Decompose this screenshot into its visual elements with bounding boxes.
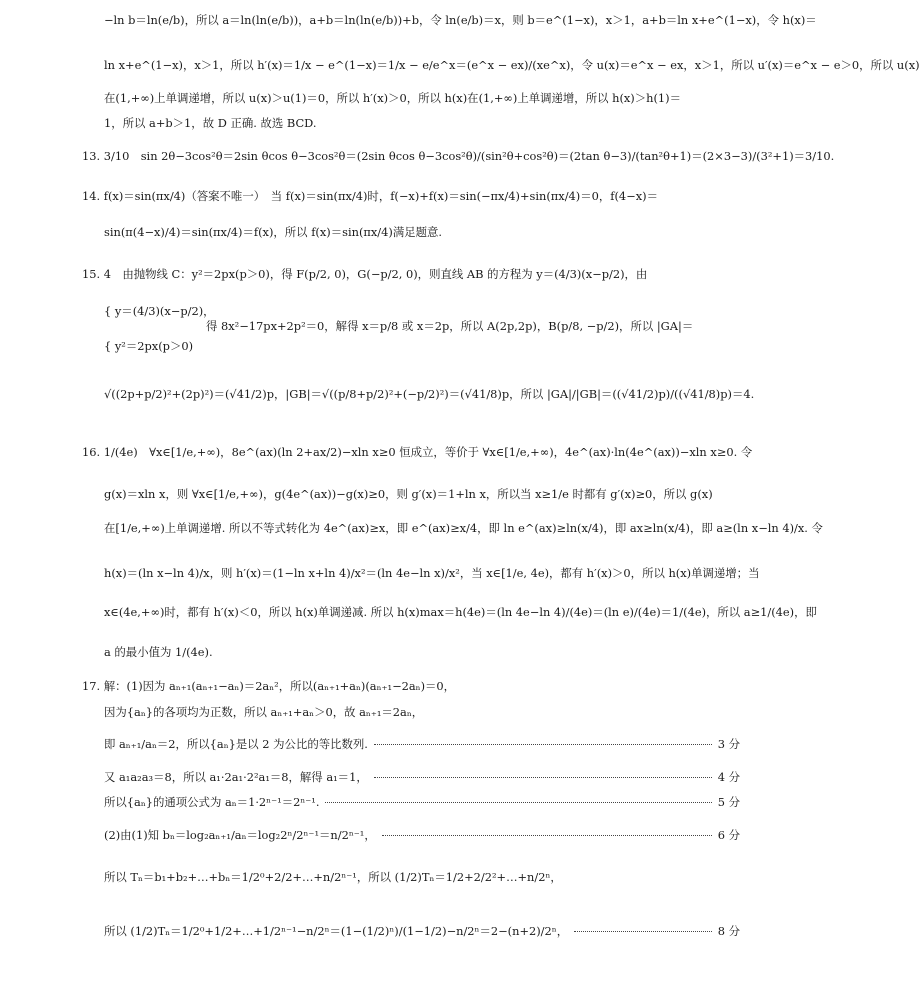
score-points: 4 分 (717, 770, 740, 784)
text-line: g(x)＝xln x，则 ∀x∈[1/e,+∞)，g(4e^(ax))−g(x)≥0，则 g′(x)＝1+ln x，所以当 x≥1/e 时都有 g′(x)≥0，所以 g(x) (104, 487, 713, 501)
answer-13: 13. 3/10 sin 2θ−3cos²θ＝2sin θcos θ−3cos²θ＝(2sin θcos θ−3cos²θ)/(sin²θ+cos²θ)＝(2tan θ−3)/(tan²θ+1)＝(2×3−3)/(3²+1)＝3/10. (82, 149, 835, 163)
leader-dots (574, 931, 712, 932)
score-points: 5 分 (717, 795, 740, 809)
leader-dots (382, 835, 712, 836)
score-points: 8 分 (717, 924, 740, 938)
leader-dots (374, 744, 712, 745)
system-eq-2: { y²＝2px(p＞0) (104, 339, 194, 353)
score-text: 即 aₙ₊₁/aₙ＝2，所以{aₙ}是以 2 为公比的等比数列. (104, 737, 368, 751)
text-line: sin(π(4−x)/4)＝sin(πx/4)＝f(x)，所以 f(x)＝sin(πx/4)满足题意. (104, 225, 443, 239)
text-line: 所以 Tₙ＝b₁+b₂+…+bₙ＝1/2⁰+2/2+…+n/2ⁿ⁻¹，所以 (1/2)Tₙ＝1/2+2/2²+…+n/2ⁿ， (104, 870, 562, 884)
score-text: 所以{aₙ}的通项公式为 aₙ＝1·2ⁿ⁻¹＝2ⁿ⁻¹. (104, 795, 320, 809)
score-line (104, 738, 740, 752)
text-line: 1，所以 a+b＞1，故 D 正确. 故选 BCD. (104, 116, 317, 130)
text-line: −ln b＝ln(e/b)，所以 a＝ln(ln(e/b))，a+b＝ln(ln(e/b))+b，令 ln(e/b)＝x，则 b＝e^(1−x)，x＞1，a+b＝ln x+e^(1−x)，令 h(x)＝ (104, 13, 817, 27)
text-line: 因为{aₙ}的各项均为正数，所以 aₙ₊₁+aₙ＞0，故 aₙ₊₁＝2aₙ， (104, 705, 424, 719)
score-points: 6 分 (717, 828, 740, 842)
text-line: 得 8x²−17px+2p²＝0，解得 x＝p/8 或 x＝2p，所以 A(2p,2p)，B(p/8, −p/2)，所以 |GA|＝ (206, 319, 694, 333)
leader-dots (325, 802, 711, 803)
answer-15: 15. 4 由抛物线 C：y²＝2px(p＞0)，得 F(p/2, 0)，G(−p/2, 0)，则直线 AB 的方程为 y＝(4/3)(x−p/2)，由 (82, 267, 648, 281)
answer-16: 16. 1/(4e) ∀x∈[1/e,+∞)，8e^(ax)(ln 2+ax/2)−xln x≥0 恒成立，等价于 ∀x∈[1/e,+∞)，4e^(ax)·ln(4e^(ax))−xln x≥0. 令 (82, 445, 753, 459)
text-line: a 的最小值为 1/(4e). (104, 645, 213, 659)
text-line: 在(1,+∞)上单调递增，所以 u(x)＞u(1)＝0，所以 h′(x)＞0，所以 h(x)在(1,+∞)上单调递增，所以 h(x)＞h(1)＝ (104, 91, 682, 105)
text-line: 在[1/e,+∞)上单调递增. 所以不等式转化为 4e^(ax)≥x，即 e^(ax)≥x/4，即 ln e^(ax)≥ln(x/4)，即 ax≥ln(x/4)，即 a≥(ln x−ln 4)/x. 令 (104, 521, 823, 535)
text-line: √((2p+p/2)²+(2p)²)＝(√41/2)p，|GB|＝√((p/8+p/2)²+(−p/2)²)＝(√41/8)p，所以 |GA|/|GB|＝((√41/2)p)/((√41/8)p)＝4. (104, 387, 755, 401)
score-text: (2)由(1)知 bₙ＝log₂aₙ₊₁/aₙ＝log₂2ⁿ/2ⁿ⁻¹＝n/2ⁿ⁻¹， (104, 828, 376, 842)
text-line: h(x)＝(ln x−ln 4)/x，则 h′(x)＝(1−ln x+ln 4)/x²＝(ln 4e−ln x)/x²，当 x∈[1/e, 4e)，都有 h′(x)＞0，所以 h(x)单调递增；当 (104, 566, 760, 580)
text-line: x∈(4e,+∞)时，都有 h′(x)＜0，所以 h(x)单调递减. 所以 h(x)max＝h(4e)＝(ln 4e−ln 4)/(4e)＝(ln e)/(4e)＝1/(4e)，所以 a≥1/(4e)，即 (104, 605, 817, 619)
score-text: 又 a₁a₂a₃＝8，所以 a₁·2a₁·2²a₁＝8，解得 a₁＝1， (104, 770, 368, 784)
text-line: ln x+e^(1−x)，x＞1，所以 h′(x)＝1/x − e^(1−x)＝1/x − e/e^x＝(e^x − ex)/(xe^x)，令 u(x)＝e^x − ex，x＞1，所以 u′(x)＝e^x − e＞0，所以 u(x) (104, 58, 920, 72)
score-line (104, 925, 740, 939)
leader-dots (374, 777, 712, 778)
score-line (104, 796, 740, 810)
answer-17: 17. 解：(1)因为 aₙ₊₁(aₙ₊₁−aₙ)＝2aₙ²，所以(aₙ₊₁+aₙ)(aₙ₊₁−2aₙ)＝0， (82, 679, 456, 693)
score-line (104, 771, 740, 785)
score-points: 3 分 (717, 737, 740, 751)
score-text: 所以 (1/2)Tₙ＝1/2⁰+1/2+…+1/2ⁿ⁻¹−n/2ⁿ＝(1−(1/2)ⁿ)/(1−1/2)−n/2ⁿ＝2−(n+2)/2ⁿ， (104, 924, 569, 938)
system-eq-1: { y＝(4/3)(x−p/2)， (104, 304, 215, 318)
score-line (104, 829, 740, 843)
answer-14: 14. f(x)＝sin(πx/4)（答案不唯一） 当 f(x)＝sin(πx/4)时，f(−x)+f(x)＝sin(−πx/4)+sin(πx/4)＝0，f(4−x)＝ (82, 189, 658, 203)
